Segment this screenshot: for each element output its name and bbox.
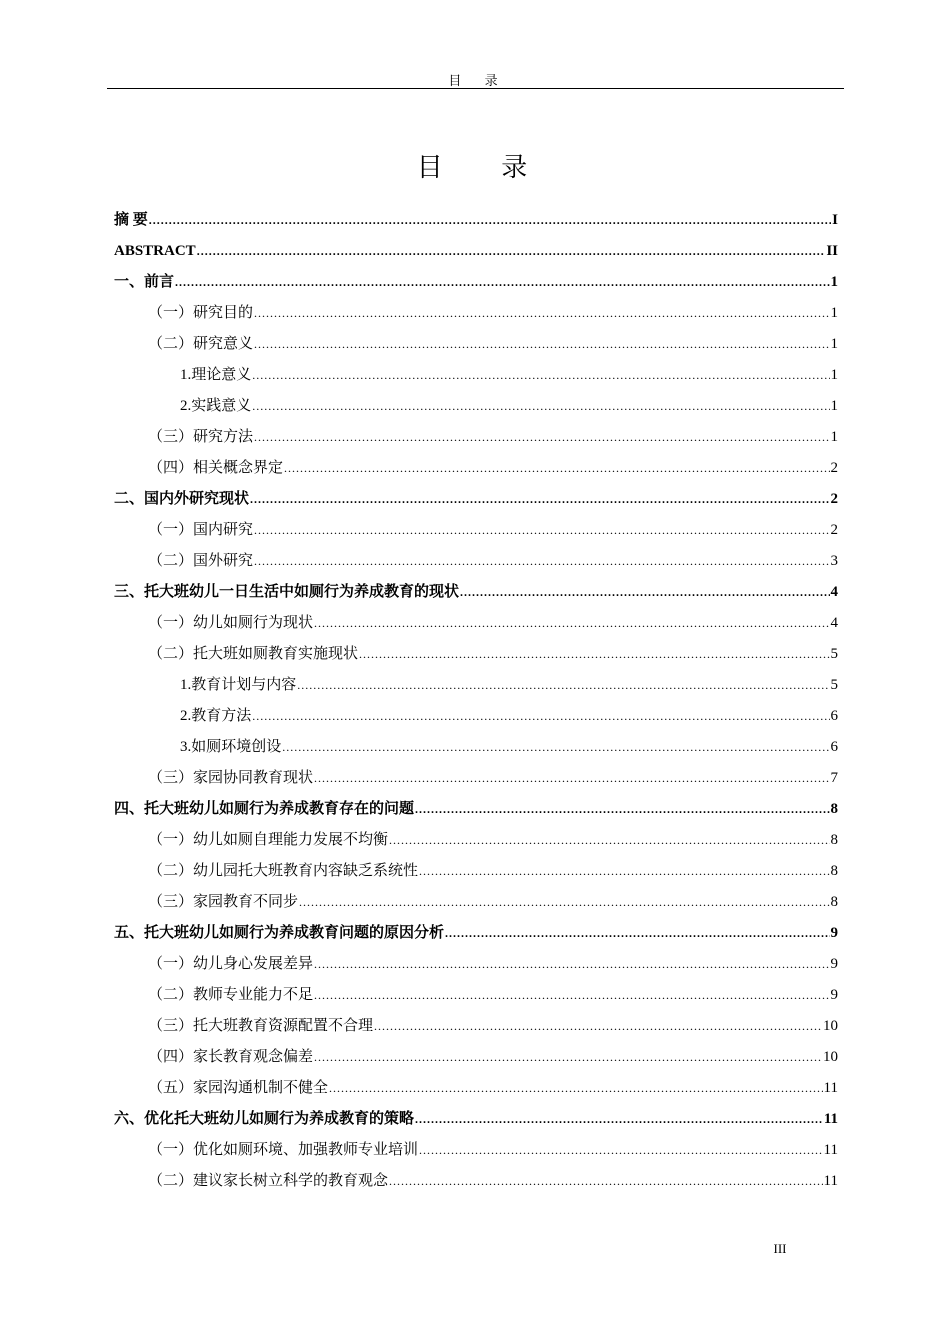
toc-entry-page: 11: [823, 1142, 838, 1158]
toc-entry-text: ABSTRACT: [114, 243, 196, 259]
toc-entry[interactable]: [114, 763, 838, 794]
toc-leader-dots: [282, 732, 829, 763]
toc-leader-dots: [389, 1166, 823, 1197]
toc-leader-dots: [297, 670, 829, 701]
toc-entry-text: 1.理论意义: [180, 367, 252, 383]
toc-leader-dots: [359, 639, 829, 670]
toc-entry-page: 1: [830, 398, 838, 414]
toc-entry[interactable]: [114, 1104, 838, 1135]
toc-leader-dots: [284, 453, 829, 484]
toc-entry-text: （二）教师专业能力不足: [148, 987, 314, 1003]
toc-entry-page: 8: [830, 832, 838, 848]
toc-entry[interactable]: [114, 794, 838, 825]
toc-leader-dots: [314, 949, 829, 980]
page-number: III: [773, 1241, 787, 1256]
toc-entry-text: （二）研究意义: [148, 336, 254, 352]
toc-entry[interactable]: [114, 546, 838, 577]
toc-entry-page: 2: [830, 460, 838, 476]
toc-entry[interactable]: [114, 980, 838, 1011]
toc-entry-text: （五）家园沟通机制不健全: [148, 1080, 329, 1096]
toc-entry[interactable]: [114, 391, 838, 422]
toc-entry[interactable]: [114, 1073, 838, 1104]
toc-entry[interactable]: [114, 484, 838, 515]
toc-entry-page: II: [826, 243, 838, 259]
toc-entry-text: 1.教育计划与内容: [180, 677, 297, 693]
toc-entry[interactable]: [114, 577, 838, 608]
toc-entry-page: 11: [823, 1173, 838, 1189]
toc-entry-text: （一）幼儿身心发展差异: [148, 956, 314, 972]
toc-entry[interactable]: [114, 236, 838, 267]
toc-entry-page: I: [832, 212, 838, 228]
toc-entry[interactable]: [114, 1135, 838, 1166]
toc-entry-text: 三、托大班幼儿一日生活中如厕行为养成教育的现状: [114, 584, 460, 600]
toc-entry-text: （二）建议家长树立科学的教育观念: [148, 1173, 389, 1189]
toc-leader-dots: [254, 546, 829, 577]
toc-entry[interactable]: [114, 887, 838, 918]
toc-leader-dots: [254, 329, 829, 360]
toc-leader-dots: [314, 980, 829, 1011]
toc-leader-dots: [415, 794, 829, 825]
header-rule: [107, 88, 844, 89]
toc-entry-page: 9: [830, 987, 838, 1003]
running-header: 目 录: [448, 73, 508, 88]
toc-entry-page: 8: [830, 801, 838, 817]
toc-entry-page: 4: [830, 615, 838, 631]
toc-entry-text: （一）幼儿如厕自理能力发展不均衡: [148, 832, 389, 848]
toc-entry-page: 1: [830, 367, 838, 383]
toc-entry[interactable]: [114, 639, 838, 670]
toc-entry-text: 五、托大班幼儿如厕行为养成教育问题的原因分析: [114, 925, 445, 941]
toc-leader-dots: [314, 763, 829, 794]
toc-entry-page: 8: [830, 863, 838, 879]
toc-entry-text: （一）国内研究: [148, 522, 254, 538]
toc-leader-dots: [329, 1073, 823, 1104]
toc-entry-text: （二）国外研究: [148, 553, 254, 569]
toc-leader-dots: [252, 360, 829, 391]
toc-entry-text: （一）优化如厕环境、加强教师专业培训: [148, 1142, 419, 1158]
toc-entry-text: 六、优化托大班幼儿如厕行为养成教育的策略: [114, 1111, 415, 1127]
toc-entry[interactable]: [114, 1011, 838, 1042]
toc-leader-dots: [314, 608, 829, 639]
toc-entry-text: （一）幼儿如厕行为现状: [148, 615, 314, 631]
toc-entry[interactable]: [114, 298, 838, 329]
toc-entry-page: 5: [830, 677, 838, 693]
toc-entry[interactable]: [114, 608, 838, 639]
toc-entry-page: 9: [830, 925, 838, 941]
toc-entry[interactable]: [114, 267, 838, 298]
toc-entry-text: 3.如厕环境创设: [180, 739, 282, 755]
toc-leader-dots: [314, 1042, 822, 1073]
toc-leader-dots: [254, 422, 829, 453]
toc-entry-text: （三）托大班教育资源配置不合理: [148, 1018, 374, 1034]
table-of-contents: [114, 205, 838, 1197]
toc-entry[interactable]: [114, 360, 838, 391]
toc-entry-text: 二、国内外研究现状: [114, 491, 250, 507]
toc-entry[interactable]: [114, 670, 838, 701]
toc-leader-dots: [252, 701, 829, 732]
toc-entry-page: 1: [830, 336, 838, 352]
toc-entry-page: 6: [830, 708, 838, 724]
toc-entry[interactable]: [114, 329, 838, 360]
toc-entry[interactable]: [114, 1166, 838, 1197]
toc-entry[interactable]: [114, 205, 838, 236]
toc-entry[interactable]: [114, 732, 838, 763]
toc-entry-page: 11: [823, 1080, 838, 1096]
toc-entry-text: （三）家园教育不同步: [148, 894, 299, 910]
toc-entry-page: 5: [830, 646, 838, 662]
toc-entry-text: 四、托大班幼儿如厕行为养成教育存在的问题: [114, 801, 415, 817]
toc-entry-text: 2.教育方法: [180, 708, 252, 724]
toc-entry-page: 7: [830, 770, 838, 786]
toc-leader-dots: [374, 1011, 822, 1042]
toc-entry-page: 10: [823, 1049, 838, 1065]
toc-leader-dots: [299, 887, 829, 918]
toc-entry[interactable]: [114, 949, 838, 980]
toc-entry-text: （一）研究目的: [148, 305, 254, 321]
toc-entry-text: （二）幼儿园托大班教育内容缺乏系统性: [148, 863, 419, 879]
toc-entry[interactable]: [114, 701, 838, 732]
toc-leader-dots: [250, 484, 829, 515]
toc-leader-dots: [197, 236, 826, 267]
toc-leader-dots: [419, 856, 829, 887]
toc-leader-dots: [415, 1104, 823, 1135]
toc-entry-page: 3: [830, 553, 838, 569]
toc-leader-dots: [175, 267, 829, 298]
toc-leader-dots: [445, 918, 829, 949]
toc-leader-dots: [389, 825, 829, 856]
page-number-footer: [0, 1241, 790, 1257]
toc-entry-page: 2: [830, 491, 838, 507]
toc-leader-dots: [254, 515, 829, 546]
toc-leader-dots: [252, 391, 829, 422]
toc-leader-dots: [460, 577, 829, 608]
toc-entry-page: 1: [830, 274, 838, 290]
toc-entry-text: 摘 要: [114, 212, 148, 228]
toc-entry-text: （三）家园协同教育现状: [148, 770, 314, 786]
toc-entry[interactable]: [114, 453, 838, 484]
toc-entry[interactable]: [114, 515, 838, 546]
toc-entry[interactable]: [114, 825, 838, 856]
toc-title: 目 录: [416, 153, 554, 182]
toc-entry-text: 一、前言: [114, 274, 175, 290]
toc-entry-page: 9: [830, 956, 838, 972]
toc-entry-page: 10: [823, 1018, 838, 1034]
toc-entry[interactable]: [114, 918, 838, 949]
toc-leader-dots: [149, 205, 831, 236]
toc-entry-text: （四）相关概念界定: [148, 460, 284, 476]
toc-entry-page: 11: [823, 1111, 838, 1127]
toc-entry[interactable]: [114, 422, 838, 453]
toc-entry-page: 1: [830, 429, 838, 445]
toc-entry-page: 1: [830, 305, 838, 321]
toc-entry[interactable]: [114, 856, 838, 887]
toc-entry-page: 8: [830, 894, 838, 910]
toc-entry-page: 4: [830, 584, 838, 600]
toc-leader-dots: [254, 298, 829, 329]
toc-entry-page: 6: [830, 739, 838, 755]
toc-entry-text: 2.实践意义: [180, 398, 252, 414]
toc-entry-text: （三）研究方法: [148, 429, 254, 445]
toc-entry-page: 2: [830, 522, 838, 538]
toc-entry-text: （四）家长教育观念偏差: [148, 1049, 314, 1065]
toc-leader-dots: [419, 1135, 823, 1166]
toc-entry[interactable]: [114, 1042, 838, 1073]
toc-entry-text: （二）托大班如厕教育实施现状: [148, 646, 359, 662]
